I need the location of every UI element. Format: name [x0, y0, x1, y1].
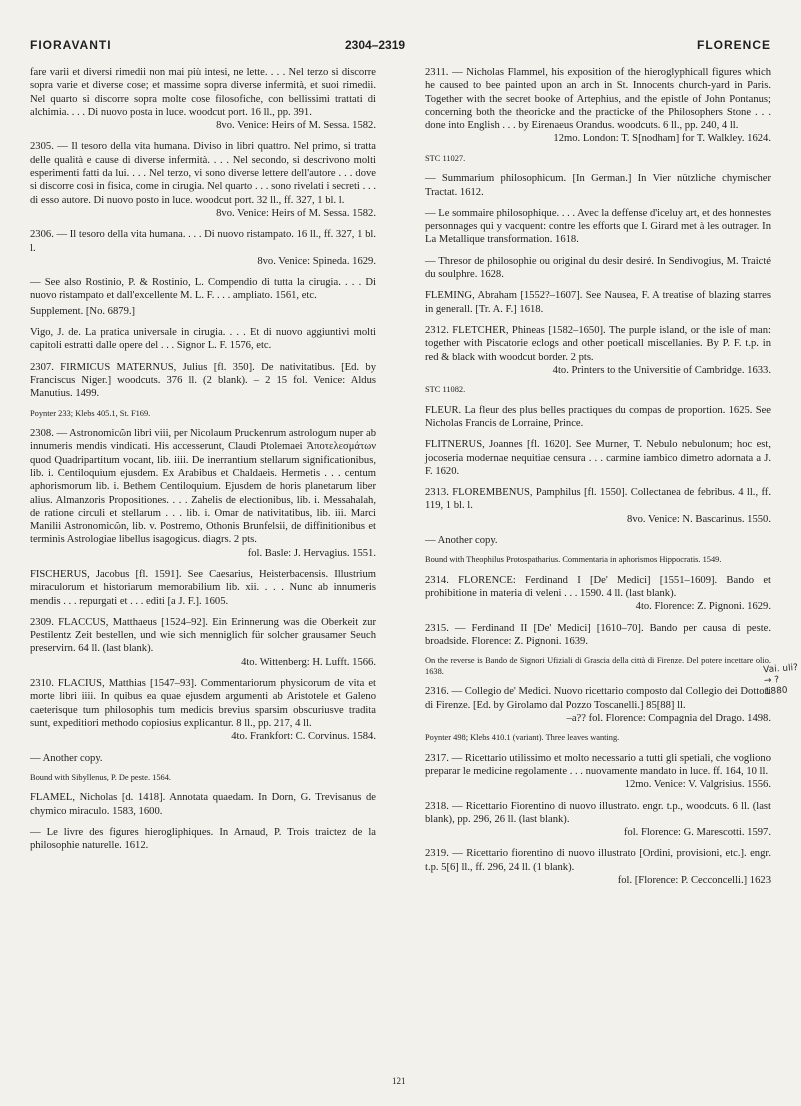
entry-text: — Thresor de philosophie ou original du desir desiré. In Sendivogius, M. Traicté du soulphre. 1628.: [425, 255, 771, 281]
catalog-entry: [425, 255, 771, 282]
entry-text: — Le livre des figures hierogliphiques. In Arnaud, P. Trois traictez de la philosophie naturelle. 1612.: [30, 826, 376, 852]
catalog-entry: [30, 361, 376, 401]
entry-imprint: 4to. Florence: Z. Pignoni. 1629.: [635, 601, 771, 613]
catalog-entry: [425, 404, 771, 431]
catalog-entry: [30, 568, 376, 608]
catalog-entry: [425, 289, 771, 316]
entry-imprint: –a?? fol. Florence: Compagnia del Drago. 1498.: [566, 712, 771, 724]
catalog-entry: [30, 140, 376, 220]
catalog-entry: [30, 616, 376, 669]
entry-text: — Le sommaire philosophique. . . . Avec la deffense d'iceluy art, et des honnestes personnages qui y vacquent: contre les efforts que I. Girard met à les outrager. In La Metallique transformation. 1618.: [425, 207, 772, 246]
entry-text: Bound with Sibyllenus, P. De peste. 1564.: [30, 772, 171, 782]
entry-text: Poynter 233; Klebs 405.1, St. F169.: [30, 408, 151, 418]
catalog-entry: [30, 791, 376, 818]
entry-text: — See also Rostinio, P. & Rostinio, L. Compendio di tutta la cirugia. . . . Di nuovo ristampato et dall'excellente M. L. F. . . . ampliato. 1561, etc.: [30, 277, 376, 302]
left-column: [30, 66, 376, 861]
catalog-entry: [30, 826, 376, 853]
catalog-entry: [425, 656, 771, 677]
entry-imprint: 8vo. Venice: Spineda. 1629.: [257, 255, 376, 267]
catalog-entry: [30, 326, 376, 353]
catalog-entry: [425, 66, 771, 146]
running-head-right: FLORENCE: [697, 38, 771, 52]
entry-imprint: 12mo. Venice: V. Valgrisius. 1556.: [624, 779, 771, 791]
catalog-entry: [425, 172, 771, 199]
entry-text: Supplement. [No. 6879.]: [30, 305, 136, 317]
catalog-entry: [425, 207, 771, 247]
entry-text: Vigo, J. de. La pratica universale in cirugia. . . . Et di nuovo aggiuntivi molti capitoli estratti dalle opere del . . . Signor L. F. 1576, etc.: [30, 327, 376, 352]
entry-text: 2314. FLORENCE: Ferdinand I [De' Medici] [1551–1609]. Bando et prohibitione in materia di veleni . . . 1590. 4 ll. (last blank).: [425, 574, 771, 600]
entry-text: fare varii et diversi rimedii non mai più intesi, ne lette. . . . Nel terzo si discorre sopra varie et diverse cose; et massime sopra diverse infermità, et suoi rimedii. Nel quarto si discorre sopra molte cose filosofiche, con bellissimi trattati di alchimia. . . . Di nuovo posta in luce. woodcut port. 16 ll., pp. 391.: [30, 67, 376, 118]
entry-text: 2315. — Ferdinand II [De' Medici] [1610–70]. Bando per causa di peste. broadside. Florence: Z. Pignoni. 1639.: [425, 622, 771, 647]
entry-imprint: fol. Florence: G. Marescotti. 1597.: [623, 827, 771, 839]
entry-text: 2313. FLOREMBENUS, Pamphilus [fl. 1550]. Collectanea de febribus. 4 ll., ff. 119, 1 bl. l.: [425, 487, 771, 512]
entry-text: 2307. FIRMICUS MATERNUS, Julius [fl. 350]. De nativitatibus. [Ed. by Franciscus Niger.] woodcuts. 376 ll. (2 blank). – 2 15 fol. Venice: Aldus Manutius. 1499.: [30, 361, 376, 400]
catalog-entry: [30, 66, 376, 132]
entry-imprint: 12mo. London: T. S[nodham] for T. Walkley. 1624.: [553, 133, 771, 145]
catalog-entry: [425, 534, 771, 547]
catalog-entry: [30, 427, 376, 560]
entry-text: FLITNERUS, Joannes [fl. 1620]. See Murner, T. Nebulo nebulonum; hoc est, jocoseria modernae nequitiae censura . . . carmine iambico dimetro adornata a J. F. 1620.: [425, 439, 771, 477]
entry-imprint: fol. [Florence: P. Cecconcelli.] 1623: [617, 875, 771, 887]
catalog-entry: [30, 276, 376, 303]
catalog-entry: [425, 486, 771, 526]
right-column: [425, 66, 771, 895]
catalog-entry: [30, 752, 376, 765]
entry-text: FLEUR. La fleur des plus belles practiques du compas de proportion. 1625. See Nicholas Francis de Lorraine, Prince.: [425, 404, 771, 429]
entry-text: 2312. FLETCHER, Phineas [1582–1650]. The purple island, or the isle of man: together with Piscatorie eclogs and other poeticall miscellanies. By P. F. t.p. in red & black with woodcut border. 2 pts.: [425, 324, 771, 363]
catalog-entry: [425, 555, 771, 566]
catalog-entry: [425, 685, 771, 725]
catalog-entry: [30, 305, 376, 318]
catalog-entry: [425, 800, 771, 840]
entry-text: — Summarium philosophicum. [In German.] In Vier nützliche chymischer Tractat. 1612.: [425, 173, 771, 198]
entry-text: FISCHERUS, Jacobus [fl. 1591]. See Caesarius, Heisterbacensis. Illustrium miraculorum et historiarum memorabilium lib. xii. . . . Nunc ab innumeris mendis . . . repurgati et . . . editi [a J. F.]. 1605.: [30, 569, 376, 607]
entry-imprint: 4to. Printers to the Universitie of Cambridge. 1633.: [552, 364, 771, 376]
catalog-entry: [425, 733, 771, 744]
catalog-entry: [425, 438, 771, 478]
entry-text: 2310. FLACIUS, Matthias [1547–93]. Commentariorum physicorum de vita et morte libri iiii. In quibus ea quae ejusdem argumenti ab Aristotele et Galeno caeterisque tum philosophis tum medicis brevius sparsim obscuriusve tradita sunt, expeditiori methodo copiosius explicantur. 8 ll., pp. 217, 4 ll.: [30, 678, 376, 729]
catalog-entry: [425, 385, 771, 396]
catalog-entry: [425, 324, 771, 377]
entry-text: 2309. FLACCUS, Matthaeus [1524–92]. Ein Erinnerung was die Oberkeit zur Pestilentz Zeit bestellen, und wie sich menniglich für solcher grausamer Seuch preservirn. 64 ll. (last blank).: [30, 616, 376, 655]
entry-text: STC 11082.: [425, 385, 466, 395]
entry-text: On the reverse is Bando de Signori Ufiziali di Grascia della città di Firenze. Del potere incettare olio. 1638.: [425, 656, 771, 676]
entry-imprint: 8vo. Venice: Heirs of M. Sessa. 1582.: [216, 120, 376, 132]
entry-imprint: 4to. Wittenberg: H. Lufft. 1566.: [241, 656, 376, 668]
entry-text: — Another copy.: [30, 752, 103, 764]
catalog-entry: [425, 574, 771, 614]
entry-text: 2305. — Il tesoro della vita humana. Diviso in libri quattro. Nel primo, si tratta delle qualità e cause di diverse infermità. . . . Nel secondo, si descrivono molti esperimenti fatti da lui. . . . Nel terzo, vi sono diverse lettere dell'autore . . . dove si discorre così in fisica, come in cirugia. Nel quarto . . . sono rivelati i secreti . . . di esso autore. Di nuovo posto in luce. woodcut port. 32 ll., ff. 327, 1 bl. l.: [30, 141, 376, 206]
entry-text: 2319. — Ricettario fiorentino di nuovo illustrato [Ordini, provisioni, etc.]. engr. t.p. 5[6] ll., ff. 296, 24 ll. (1 blank).: [425, 848, 771, 873]
entry-text: 2306. — Il tesoro della vita humana. . . . Di nuovo ristampato. 16 ll., ff. 327, 1 bl. l.: [30, 229, 376, 254]
entry-text: — Another copy.: [425, 535, 498, 547]
entry-text: 2311. — Nicholas Flammel, his exposition of the hieroglyphicall figures which he caused to bee painted upon an arch in St. Innocents church-yard in Paris. Together with the secret booke of Artephius, and the epistle of John Pontanus; concerning both the theoricke and the practicke of the Philosophers Stone . . . done into English . . . by Eirenaeus Orandus. woodcuts. 6 ll., pp. 240, 4 ll.: [425, 67, 771, 132]
catalog-entry: [30, 228, 376, 268]
entry-text: 2308. — Astronomicῶn libri viii, per Nicolaum Pruckenrum astrologum nuper ab innumeris mendis vindicati. His accesserunt, Claudi Ptolemaei Ἀποτελεσμάτων quod Quadripartitum vocant, lib. iiii. De inerrantium stellarum significationibus, lib. i. Centiloquium ejusdem. Ex Arabibus et Chaldaeis. Hermetis . . . centum aphorismorum lib. i. Bethem Centiloquium. Ejusdem de horis planetarum liber alius. Almanzoris Propositiones. . . . Zahelis de electionibus, lib. i. Messahalah, de ratione circuli et stellarum . . . lib. i. Omar de nativitatibus, lib. iii. Marci Manilii Astronomicῶn, lib. v. Postremo, Othonis Brunfelsii, de diffinitionibus et terminis Astrologiae libellus isagogicus. diagrs. 2 pts.: [30, 428, 376, 546]
running-head-left: FIORAVANTI: [30, 38, 112, 52]
entry-text: 2317. — Ricettario utilissimo et molto necessario a tutti gli spetiali, che vogliono preparar le medicine regolamente . . . nuovamente mandato in luce. ff. 164, 10 ll.: [425, 752, 771, 777]
entry-imprint: 8vo. Venice: N. Bascarinus. 1550.: [627, 513, 771, 525]
entry-text: STC 11027.: [425, 153, 466, 163]
catalog-entry: [30, 677, 376, 743]
entry-imprint: 4to. Frankfort: C. Corvinus. 1584.: [231, 731, 376, 743]
catalog-entry: [425, 847, 771, 887]
catalog-entry: [425, 154, 771, 165]
entry-imprint: fol. Basle: J. Hervagius. 1551.: [247, 547, 376, 559]
entry-text: FLAMEL, Nicholas [d. 1418]. Annotata quaedam. In Dorn, G. Trevisanus de chymico miraculo. 1583, 1600.: [30, 792, 376, 817]
catalog-entry: [425, 752, 771, 792]
entry-text: 2318. — Ricettario Fiorentino di nuovo illustrato. engr. t.p., woodcuts. 6 ll. (last blank), pp. 296, 26 ll. (last blank).: [425, 800, 771, 825]
running-head-range: 2304–2319: [345, 38, 406, 52]
catalog-entry: [30, 773, 376, 784]
entry-text: FLEMING, Abraham [1552?–1607]. See Nausea, F. A treatise of blazing starres in generall. [Tr. A. F.] 1618.: [425, 290, 771, 315]
handwritten-margin-note: Vai. uli? → ? 1880: [762, 662, 799, 698]
catalog-entry: [30, 409, 376, 420]
catalog-entry: [425, 622, 771, 649]
page-number: 121: [392, 1076, 406, 1086]
entry-text: 2316. — Collegio de' Medici. Nuovo ricettario composto dal Collegio dei Dottori di Firenze. [Ed. by Girolamo dal Pozzo Toscanelli.] 85[88] ll.: [425, 686, 771, 711]
entry-imprint: 8vo. Venice: Heirs of M. Sessa. 1582.: [216, 207, 376, 219]
entry-text: Poynter 498; Klebs 410.1 (variant). Three leaves wanting.: [425, 733, 620, 743]
entry-text: Bound with Theophilus Protospatharius. Commentaria in aphorismos Hippocratis. 1549.: [425, 555, 722, 565]
